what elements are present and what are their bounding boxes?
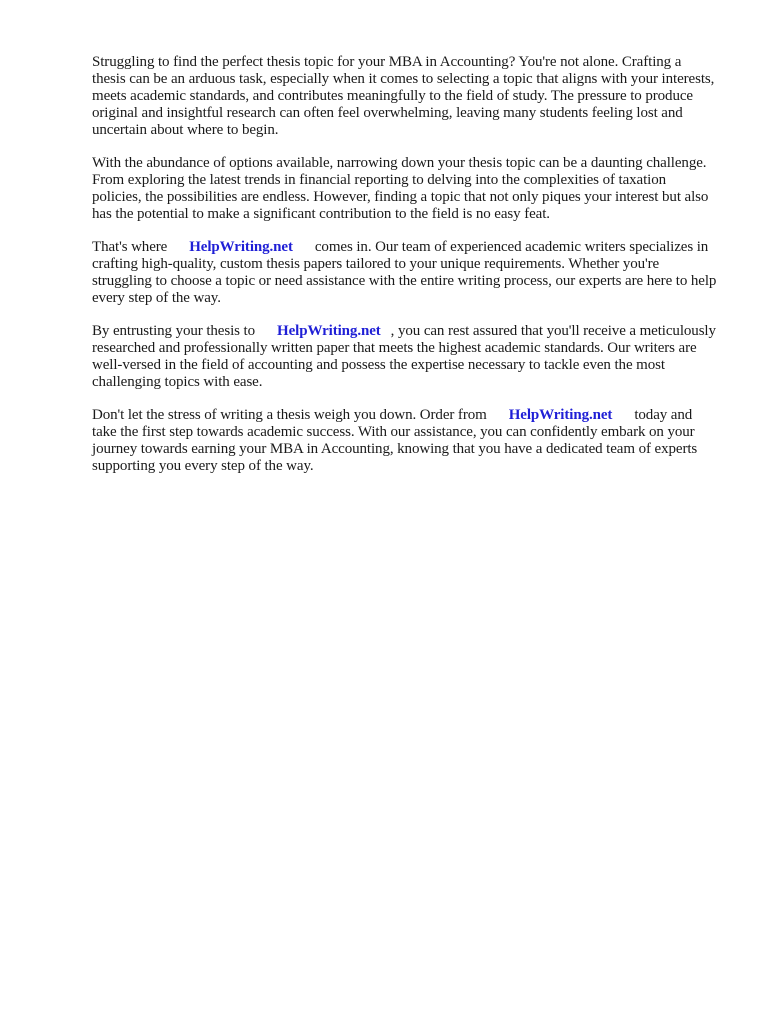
paragraph-intro: Struggling to find the perfect thesis topic for your MBA in Accounting? You're not alone. Crafting a thesis can be an arduous task, especially when it comes to selecting a topic that aligns with your interests, meets academic standards, and contributes meaningfully to the field of study. The pressure to produce original and insightful research can often feel overwhelming, leaving many students feeling lost and uncertain about where to begin. <box>92 54 715 138</box>
paragraph-order <box>92 407 718 475</box>
paragraph-order-before: Don't let the stress of writing a thesis weigh you down. Order from <box>92 407 487 423</box>
paragraph-entrust <box>92 323 718 391</box>
paragraph-service-after: comes in. Our team of experienced academic writers specializes in crafting high-quality, custom thesis papers tailored to your unique requirements. Whether you're struggling to choose a topic or need assistance with the entire writing process, our experts are here to help every step of the way. <box>92 239 717 306</box>
helpwriting-link-3[interactable]: HelpWriting.net <box>508 407 613 423</box>
paragraph-service-before: That's where <box>92 239 168 255</box>
paragraph-options: With the abundance of options available, narrowing down your thesis topic can be a daunting challenge. From exploring the latest trends in financial reporting to delving into the complexities of taxation policies, the possibilities are endless. However, finding a topic that not only piques your interest but also has the potential to make a significant contribution to the field is no easy feat. <box>92 155 709 222</box>
paragraph-order-after: today and take the first step towards academic success. With our assistance, you can confidently embark on your journey towards earning your MBA in Accounting, knowing that you have a dedicated team of experts supporting you every step of the way. <box>92 407 698 474</box>
paragraph-entrust-before: By entrusting your thesis to <box>92 323 256 339</box>
helpwriting-link-2[interactable]: HelpWriting.net <box>277 323 381 339</box>
paragraph-service <box>92 239 718 307</box>
helpwriting-link-1[interactable]: HelpWriting.net <box>189 239 293 255</box>
paragraph-entrust-after: , you can rest assured that you'll receive a meticulously researched and professionally written paper that meets the highest academic standards. Our writers are well-versed in the field of accounting and possess the expertise necessary to tackle even the most challenging topics with ease. <box>92 323 716 390</box>
